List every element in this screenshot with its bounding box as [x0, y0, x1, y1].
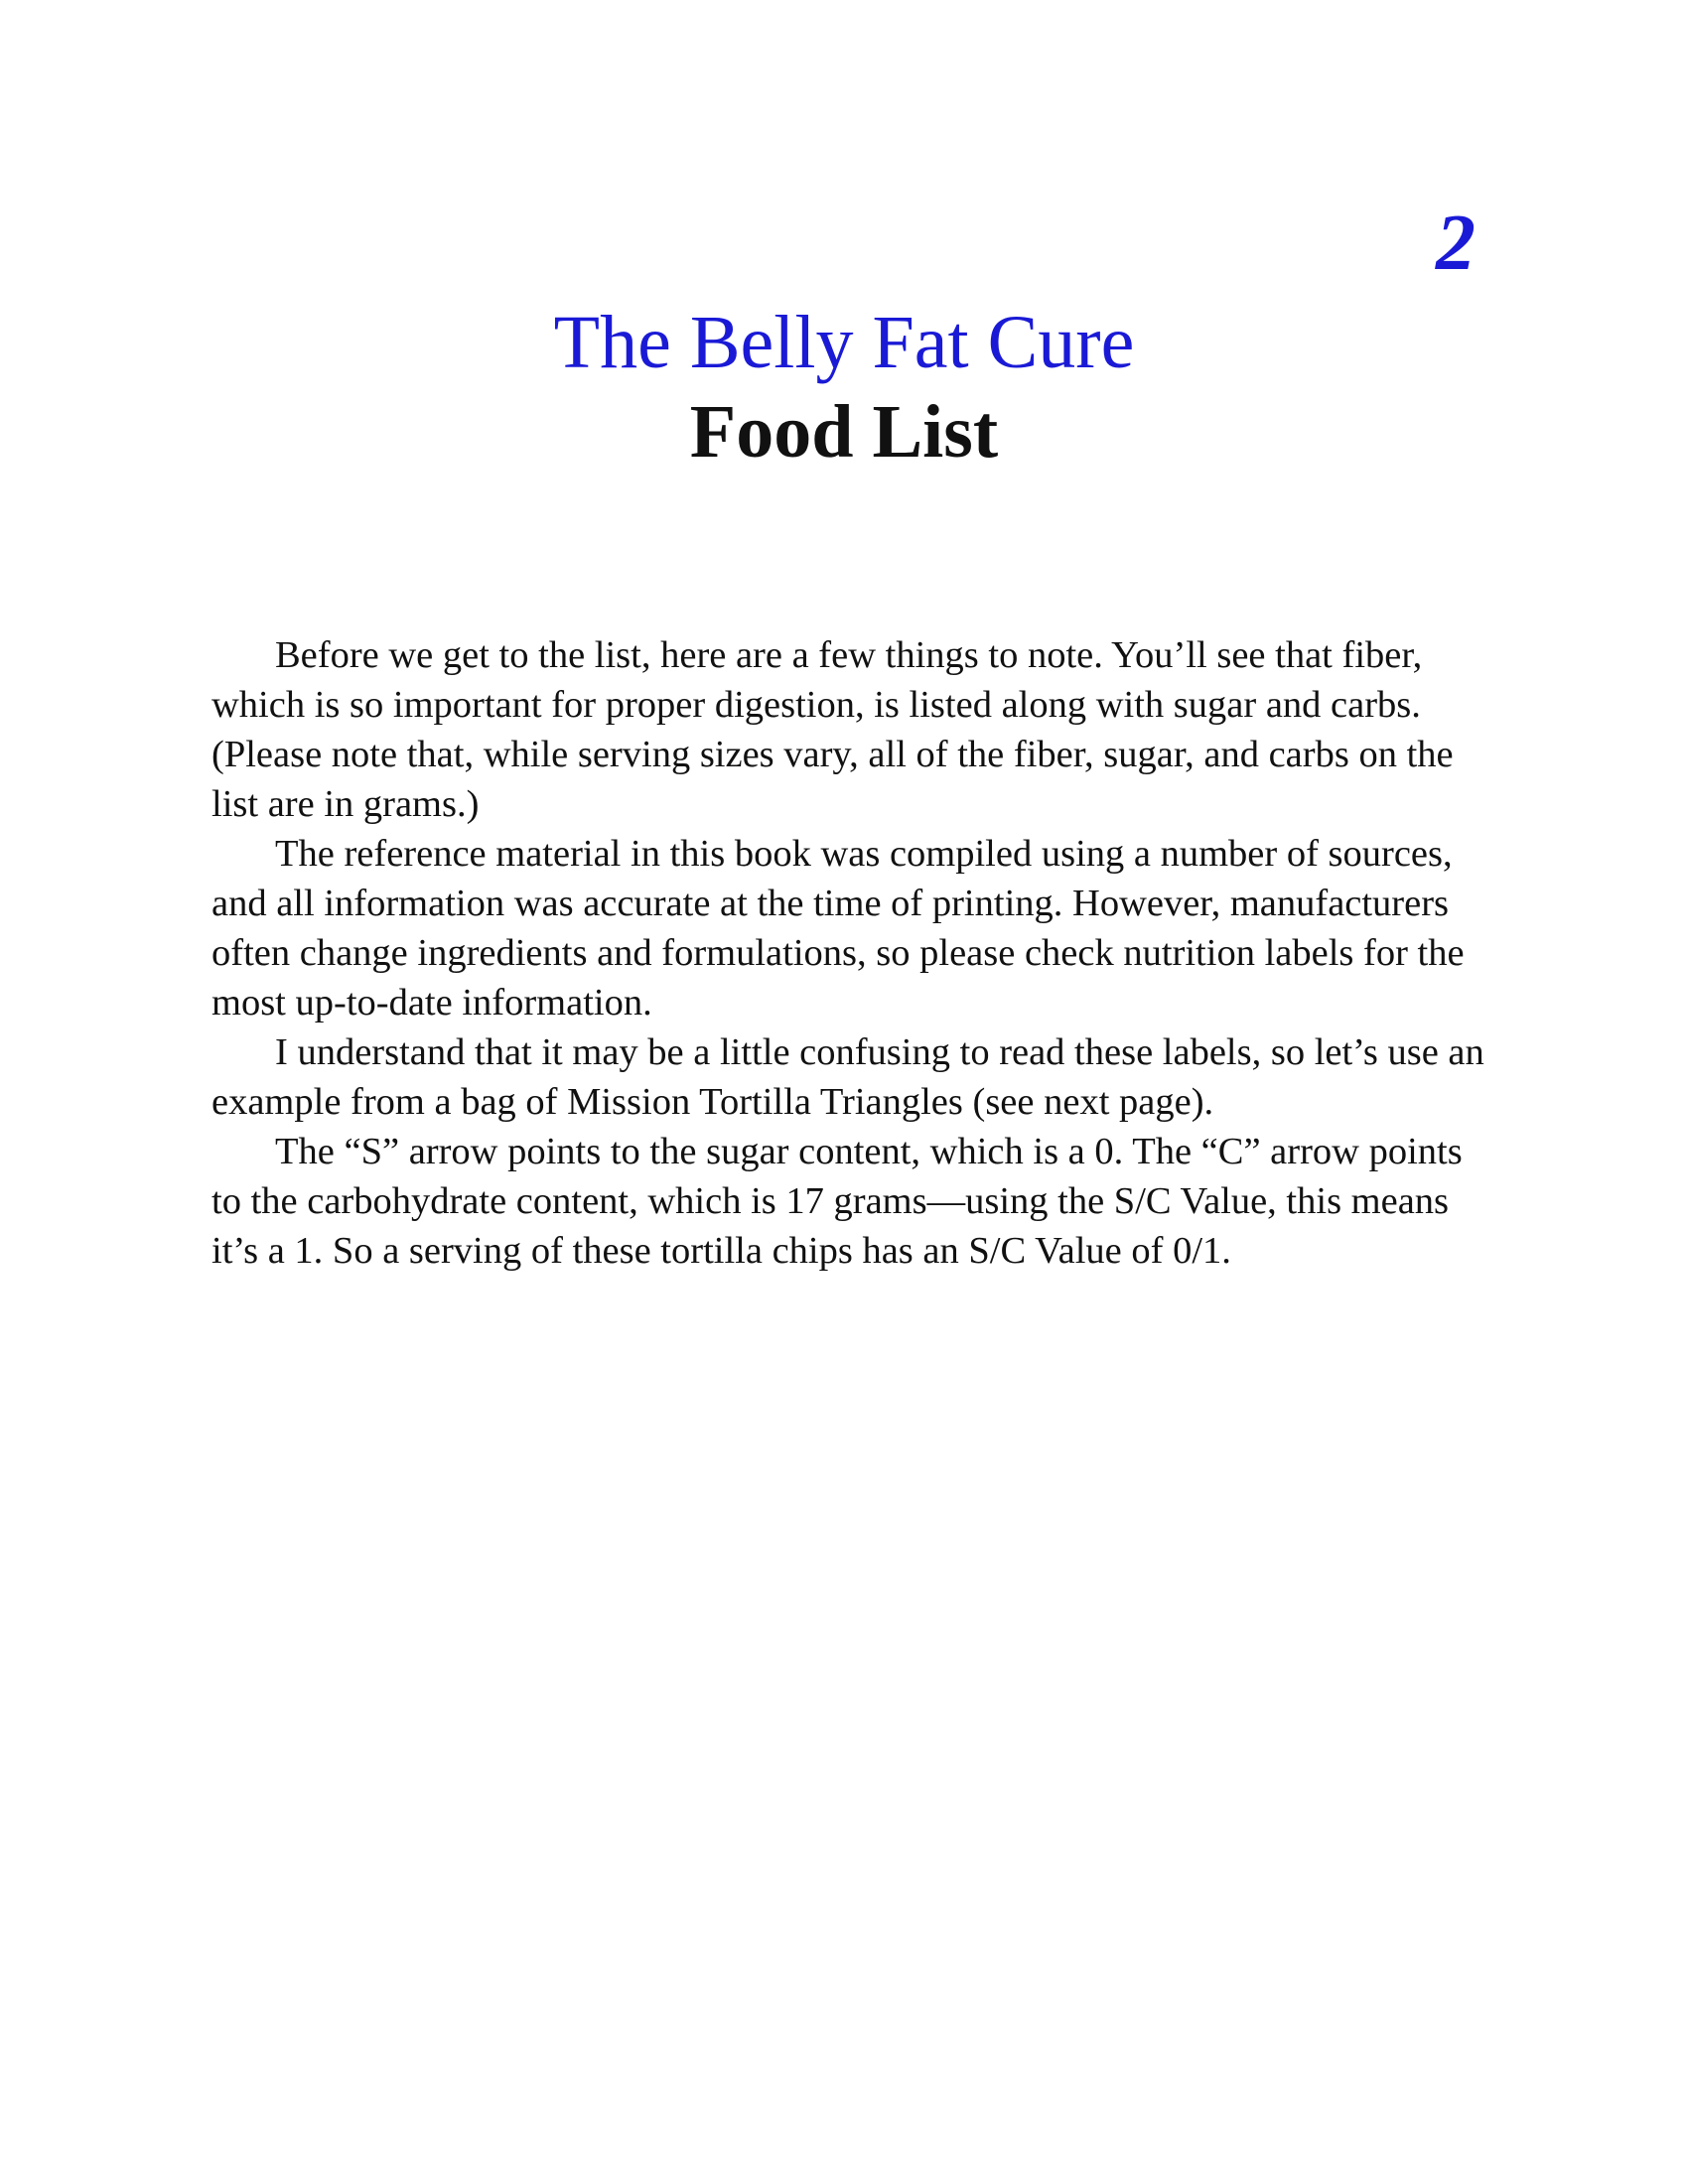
body-text: [211, 630, 1492, 1276]
chapter-subtitle: Food List: [689, 390, 999, 474]
paragraph: The reference material in this book was compiled using a number of sources, and all information was accurate at the time of printing. However, manufacturers often change ingredients and formulations, so please check nutrition labels for the most up-to-date information.: [211, 833, 1465, 1024]
paragraph: The “S” arrow points to the sugar content, which is a 0. The “C” arrow points to the carbohydrate content, which is 17 grams—using the S/C Value, this means it’s a 1. So a serving of these tortilla chips has an S/C Value of 0/1.: [211, 1131, 1463, 1272]
chapter-number: 2: [1436, 200, 1476, 287]
chapter-title: [0, 298, 1688, 477]
paragraph: I understand that it may be a little confusing to read these labels, so let’s use an example from a bag of Mission Tortilla Triangles (see next page).: [211, 1031, 1484, 1123]
paragraph: Before we get to the list, here are a few things to note. You’ll see that fiber, which is so important for proper digestion, is listed along with sugar and carbs. (Please note that, while serving sizes vary, all of the fiber, sugar, and carbs on the list are in grams.): [211, 634, 1454, 825]
book-title: The Belly Fat Cure: [553, 301, 1135, 384]
